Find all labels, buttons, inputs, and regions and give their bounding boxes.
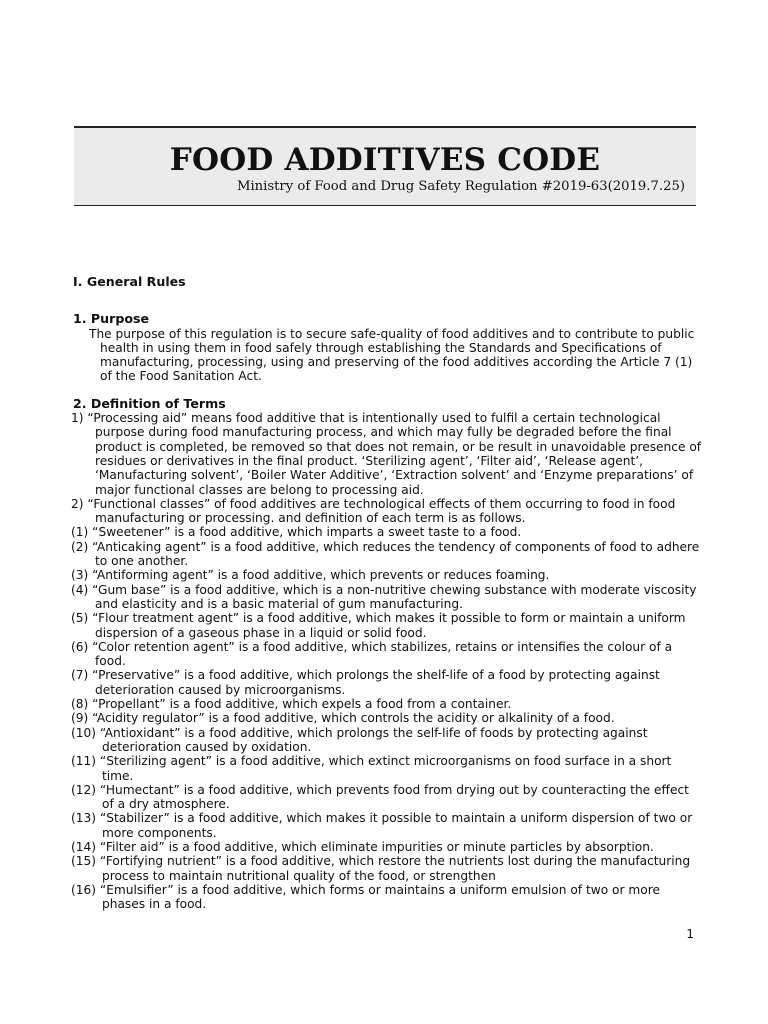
- definition-item: (16) “Emulsifier” is a food additive, which forms or maintains a uniform emulsion of two or more phases in a food.: [71, 882, 660, 912]
- purpose-paragraph: The purpose of this regulation is to secure safe-quality of food additives and to contribute to public health in using them in food safely through establishing the Standards and Specifications of manufacturing, processing, using and preserving of the food additives according the Article 7 (1) of the Food Sanitation Act.: [89, 326, 695, 384]
- definition-item: (12) “Humectant” is a food additive, which prevents food from drying out by counteracting the effect of a dry atmosphere.: [71, 782, 689, 812]
- definition-item: (7) “Preservative” is a food additive, which prolongs the shelf-life of a food by protecting against deterioration caused by microorganisms.: [71, 668, 660, 697]
- definition-item: 2) “Functional classes” of food additives are technological effects of them occurring to food in food manufacturing or processing. and definition of each term is as follows.: [71, 496, 676, 526]
- definition-item: (8) “Propellant” is a food additive, which expels a food from a container.: [71, 697, 512, 712]
- definition-item: (5) “Flour treatment agent” is a food additive, which makes it possible to form or maintain a uniform dispersion of a gaseous phase in a liquid or solid food.: [71, 611, 686, 640]
- page-number: 1: [686, 927, 694, 941]
- definition-item: (4) “Gum base” is a food additive, which is a non-nutritive chewing substance with moderate viscosity and elasticity and is a basic material of gum manufacturing.: [71, 582, 697, 611]
- definition-item: (11) “Sterilizing agent” is a food additive, which extinct microorganisms on food surface in a short time.: [71, 754, 672, 783]
- definitions-list: [71, 411, 703, 911]
- definition-item: (15) “Fortifying nutrient” is a food additive, which restore the nutrients lost during the manufacturing process to maintain nutritional quality of the food, or strengthen: [71, 854, 691, 883]
- definitions-heading: 2. Definition of Terms: [73, 395, 226, 411]
- definition-item: (6) “Color retention agent” is a food additive, which stabilizes, retains or intensifies the colour of a food.: [71, 639, 673, 669]
- definition-item: 1) “Processing aid” means food additive that is intentionally used to fulfil a certain technological purpose during food manufacturing process, and which may fully be degraded before the final product is completed, be removed so that does not remain, or be result in unavoidable presence of residues or derivatives in the final product. ‘Sterilizing agent’, ‘Filter aid’, ‘Release agent’, ‘Manufacturing solvent’, ‘Boiler Water Additive’, ‘Extraction solvent’ and ‘Enzyme preparations’ of major functional classes are belong to processing aid.: [71, 411, 702, 497]
- purpose-heading: 1. Purpose: [73, 311, 150, 327]
- document-title: FOOD ADDITIVES CODE: [169, 142, 601, 178]
- section-heading: I. General Rules: [73, 274, 186, 289]
- document-subtitle: Ministry of Food and Drug Safety Regulation #2019-63(2019.7.25): [236, 179, 685, 194]
- definition-item: (3) “Antiforming agent” is a food additive, which prevents or reduces foaming.: [71, 568, 550, 583]
- definition-item: (14) “Filter aid” is a food additive, which eliminate impurities or minute particles by absorption.: [71, 839, 654, 854]
- document-header: [74, 126, 696, 206]
- document-body: [73, 275, 703, 911]
- definition-item: (9) “Acidity regulator” is a food additive, which controls the acidity or alkalinity of a food.: [71, 711, 615, 726]
- definition-item: (10) “Antioxidant” is a food additive, which prolongs the self-life of foods by protecting against deterioration caused by oxidation.: [71, 725, 648, 754]
- definition-item: (13) “Stabilizer” is a food additive, which makes it possible to maintain a uniform dispersion of two or more components.: [71, 811, 693, 840]
- definition-item: (2) “Anticaking agent” is a food additive, which reduces the tendency of components of food to adhere to one another.: [71, 539, 700, 569]
- definition-item: (1) “Sweetener” is a food additive, which imparts a sweet taste to a food.: [71, 525, 522, 540]
